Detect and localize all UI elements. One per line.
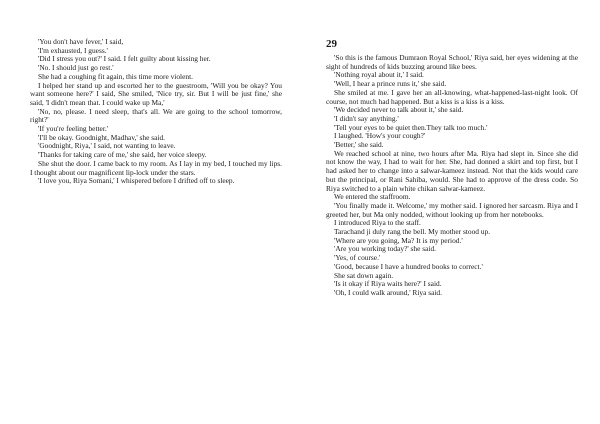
paragraph: 'Are you working today?' she said. xyxy=(334,244,437,254)
paragraph: 'I didn't say anything.' xyxy=(334,113,399,123)
paragraph: 'We decided never to talk about it,' she said. xyxy=(334,105,464,115)
paragraph: 'You don't have fever,' I said, xyxy=(38,37,124,46)
paragraph: 'I'll be okay. Goodnight, Madhav,' she said. xyxy=(38,132,166,142)
paragraph: 'Tell your eyes to be quiet then.They talk too much.' xyxy=(334,122,488,132)
paragraph: We entered the staffroom. xyxy=(334,192,411,202)
paragraph: 'Oh, I could walk around,' Riya said. xyxy=(334,287,442,297)
right-page xyxy=(326,38,578,298)
paragraph: 'If you're feeling better.' xyxy=(38,124,109,134)
paragraph: She had a coughing fit again, this time more violent. xyxy=(38,71,193,81)
paragraph: She smiled at me. I gave her an all-knowing, what-happened-last-night look. Of course, not much had happened. But a kiss is a kiss is a kiss. xyxy=(326,87,578,106)
paragraph: 'Is it okay if Riya waits here?' I said. xyxy=(334,279,442,289)
paragraph: 'Yes, of course.' xyxy=(334,253,381,263)
left-page xyxy=(30,38,282,186)
paragraph: 'I'm exhausted, I guess.' xyxy=(38,45,108,55)
paragraph: 'Where are you going, Ma? It is my period.' xyxy=(334,235,463,245)
paragraph: 'No, no, please. I need sleep, that's all. We are going to the school tomorrow, right?' xyxy=(30,106,282,125)
paragraph: She sat down again. xyxy=(334,270,394,280)
paragraph: Tarachand ji duly rang the bell. My mother stood up. xyxy=(334,227,491,237)
paragraph: 'Nothing royal about it,' I said. xyxy=(334,70,424,80)
paragraph: 'Well, I hear a prince runs it,' she said. xyxy=(334,79,447,89)
paragraph: 'Goodnight, Riya,' I said, not wanting to leave. xyxy=(38,141,176,151)
paragraph: I laughed. 'How's your cough?' xyxy=(334,131,426,141)
paragraph: 'I love you, Riya Somani,' I whispered before I drifted off to sleep. xyxy=(38,176,235,186)
paragraph: 'You finally made it. Welcome,' my mother said. I ignored her sarcasm. Riya and I greeted her, but Ma only nodded, without looking up from her notebooks. xyxy=(326,200,578,219)
paragraph: 'So this is the famous Dumraon Royal School,' Riya said, her eyes widening at the sight of hundreds of kids buzzing around like bees. xyxy=(326,53,578,71)
paragraph: 'Did I stress you out?' I said. I felt guilty about kissing her. xyxy=(38,54,211,64)
paragraph: I helped her stand up and escorted her to the guestroom, 'Will you be okay? You want someone here?' I said, She smiled, 'Nice try, sir. But I will be just fine,' she said, 'I didn't mean that. I could wake up Ma,' xyxy=(30,80,282,107)
paragraph: 'Better,' she said. xyxy=(334,140,384,150)
paragraph: I introduced Riya to the staff. xyxy=(334,218,421,228)
paragraph: 'No. I should just go rest.' xyxy=(38,63,114,73)
paragraph: 'Thanks for taking care of me,' she said, her voice sleepy. xyxy=(38,150,207,160)
paragraph: She shut the door. I came back to my room. As I lay in my bed, I touched my lips. I thought about our magnificent lip-lock under the stars. xyxy=(30,158,282,177)
paragraph: 'Good, because I have a hundred books to correct.' xyxy=(334,261,483,271)
chapter-number: 29 xyxy=(326,38,337,50)
paragraph: We reached school at nine, two hours after Ma. Riya had slept in. Since she did not know the way, I had to wait for her. She, had donned a skirt and top first, but I had asked her to change into a salwar-kameez instead. Not that the kids would care but the principal, or Rani Sahiba, would. She had to approve of the dress code. So Riya switched to a plain white chikan salwar-kameez. xyxy=(326,148,578,193)
